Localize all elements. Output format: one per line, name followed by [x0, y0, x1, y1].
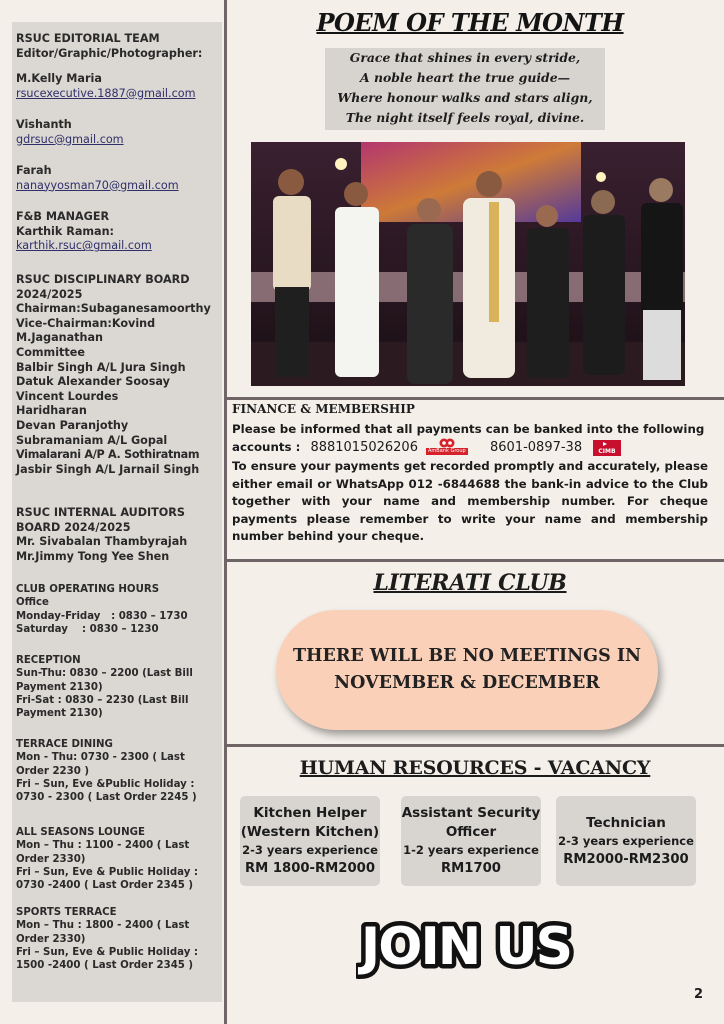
literati-title: LITERATI CLUB — [373, 570, 567, 596]
editor-name: Vishanth — [16, 118, 72, 131]
finance-intro: Please be informed that all payments can be banked into the following — [232, 422, 705, 436]
literati-line: NOVEMBER & DECEMBER — [334, 673, 600, 693]
cimb-logo — [593, 440, 621, 456]
disc-line: Vincent Lourdes — [16, 389, 119, 403]
terrace-line: TERRACE DINING — [16, 739, 113, 750]
cimb-logo-text: CIMB — [593, 448, 621, 456]
disc-line: Devan Paranjothy — [16, 418, 129, 432]
disc-line: Balbir Singh A/L Jura Singh — [16, 360, 186, 374]
terrace-line: Mon - Thu: 0730 - 2300 ( Last Order 2230 ) — [16, 752, 185, 777]
disc-line: Chairman:Subaganesamoorthy — [16, 302, 211, 316]
job-experience: 1-2 years experience — [403, 843, 539, 857]
editor-1 — [16, 72, 221, 101]
reception-line: RECEPTION — [16, 655, 81, 666]
divider-literati — [227, 559, 724, 562]
editorial-team — [16, 32, 221, 61]
divider-hr — [227, 744, 724, 747]
job-title-sub: Officer — [445, 824, 497, 840]
sports-line: Mon – Thu : 1800 - 2400 ( Last Order 2330) — [16, 920, 190, 945]
sports-terrace-hours — [16, 906, 221, 972]
audit-line: Mr. Sivabalan Thambyrajah — [16, 535, 188, 549]
editor-email-link[interactable]: gdrsuc@gmail.com — [16, 132, 124, 146]
job-salary: RM1700 — [441, 861, 501, 876]
poem-line: A noble heart the true guide— — [360, 70, 570, 85]
fb-email-link[interactable]: karthik.rsuc@gmail.com — [16, 239, 152, 253]
lounge-line: ALL SEASONS LOUNGE — [16, 827, 145, 838]
job-experience: 2-3 years experience — [242, 843, 378, 857]
event-photo — [251, 142, 685, 386]
divider-finance — [227, 397, 724, 400]
ambank-account-number: 8881015026206 — [310, 440, 418, 455]
ambank-logo — [426, 438, 468, 455]
disc-line: Haridharan — [16, 404, 87, 418]
sports-line: Fri – Sun, Eve & Public Holiday : 1500 -2400 ( Last Order 2345 ) — [16, 946, 198, 972]
job-salary: RM2000-RM2300 — [563, 851, 689, 867]
job-card-kitchen-helper — [240, 796, 380, 886]
audit-line: RSUC INTERNAL AUDITORS — [16, 506, 185, 519]
fb-manager — [16, 210, 221, 254]
lounge-line: Fri – Sun, Eve & Public Holiday : 0730 -2400 ( Last Order 2345 ) — [16, 866, 198, 892]
disc-line: Vice-Chairman:Kovind — [16, 316, 156, 330]
editor-3 — [16, 164, 221, 193]
hours-line: Saturday : 0830 – 1230 — [16, 623, 159, 635]
reception-hours — [16, 654, 221, 720]
operating-hours — [16, 583, 221, 636]
cimb-account-number: 8601-0897-38 — [490, 440, 583, 455]
job-title-sub: (Western Kitchen) — [240, 824, 380, 840]
hours-line: Monday-Friday : 0830 – 1730 — [16, 610, 188, 622]
lounge-line: Mon – Thu : 1100 - 2400 ( Last Order 2330) — [16, 840, 190, 865]
audit-line: Mr.Jimmy Tong Yee Shen — [16, 549, 170, 563]
editor-name: Farah — [16, 164, 52, 177]
editorial-roles: Editor/Graphic/Photographer: — [16, 46, 203, 60]
job-title: Assistant Security — [401, 805, 541, 821]
job-title: Kitchen Helper — [253, 805, 367, 821]
finance-instructions: To ensure your payments get recorded promptly and accurately, please either email or WhatsApp 012 -6844688 the bank-in advice to the Club together with your name and membership number. For cheque payments please remember to write your name and membership number behind your cheque. — [232, 459, 708, 543]
internal-auditors — [16, 506, 221, 564]
poem-box — [325, 48, 605, 130]
disc-line: Datuk Alexander Soosay — [16, 375, 170, 389]
lounge-hours — [16, 826, 221, 892]
fb-title: F&B MANAGER — [16, 210, 110, 223]
job-card-technician — [556, 796, 696, 886]
join-us-text: JOIN US — [360, 917, 572, 977]
disc-line: Jasbir Singh A/L Jarnail Singh — [16, 462, 200, 476]
job-experience: 2-3 years experience — [558, 833, 694, 848]
reception-line: Sun-Thu: 0830 – 2200 (Last Bill Payment 2130) — [16, 668, 193, 693]
editorial-title: RSUC EDITORIAL TEAM — [16, 32, 160, 45]
ambank-logo-text: AmBank Group — [428, 448, 466, 454]
disc-line: Vimalarani A/P A. Sothiratnam — [16, 448, 200, 462]
terrace-line: Fri – Sun, Eve &Public Holiday : 0730 - 2300 ( Last Order 2245 ) — [16, 778, 197, 804]
audit-line: BOARD 2024/2025 — [16, 520, 131, 534]
sports-line: SPORTS TERRACE — [16, 907, 117, 918]
literati-line: THERE WILL BE NO MEETINGS IN — [292, 646, 642, 666]
job-card-assistant-security — [401, 796, 541, 886]
hr-title: HUMAN RESOURCES - VACANCY — [299, 757, 651, 779]
disc-line: Committee — [16, 345, 85, 359]
editor-email-link[interactable]: rsucexecutive.1887@gmail.com — [16, 86, 196, 100]
editor-name: M.Kelly Maria — [16, 72, 102, 85]
job-salary: RM 1800-RM2000 — [244, 861, 376, 876]
hours-line: CLUB OPERATING HOURS — [16, 584, 160, 595]
poem-line: Where honour walks and stars align, — [337, 90, 593, 105]
literati-notice — [276, 610, 658, 730]
poem-line: Grace that shines in every stride, — [349, 50, 581, 65]
terrace-dining-hours — [16, 738, 221, 804]
finance-title: FINANCE & MEMBERSHIP — [232, 402, 415, 416]
poem-line: The night itself feels royal, divine. — [345, 110, 585, 125]
editor-email-link[interactable]: nanayyosman70@gmail.com — [16, 178, 179, 192]
reception-line: Fri-Sat : 0830 – 2230 (Last Bill Payment 2130) — [16, 694, 189, 720]
join-us-graphic — [356, 906, 576, 990]
disc-line: 2024/2025 — [16, 287, 83, 301]
disc-line: M.Jaganathan — [16, 331, 103, 345]
page-number: 2 — [694, 987, 704, 1002]
fb-name: Karthik Raman: — [16, 224, 115, 238]
hours-line: Office — [16, 597, 49, 609]
disc-line: RSUC DISCIPLINARY BOARD — [16, 273, 190, 286]
editor-2 — [16, 118, 221, 147]
poem-title: POEM OF THE MONTH — [316, 8, 624, 37]
disciplinary-board — [16, 273, 221, 477]
vertical-divider — [224, 0, 227, 1024]
job-title: Technician — [586, 814, 666, 831]
accounts-label: accounts : — [232, 440, 301, 454]
disc-line: Subramaniam A/L Gopal — [16, 433, 168, 447]
